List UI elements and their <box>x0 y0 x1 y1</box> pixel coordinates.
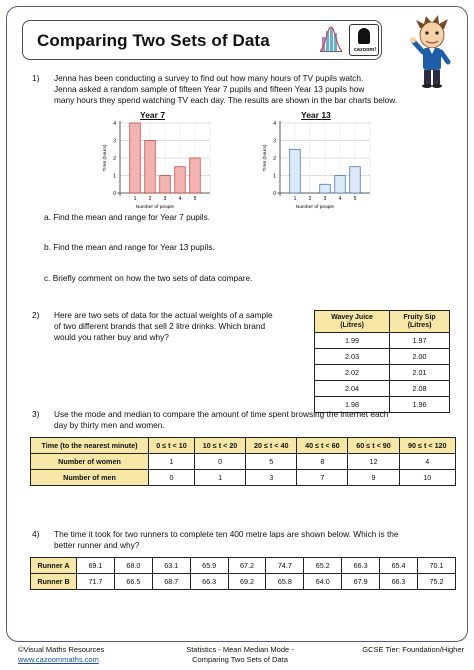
y-tick-label: 3 <box>273 138 276 145</box>
x-tick-label: 3 <box>323 196 327 202</box>
copyright-text: ©Visual Maths Resources <box>18 645 105 654</box>
internet-time-table <box>30 437 456 486</box>
x-tick-label: 1 <box>133 196 137 202</box>
question-1-text: Jenna has been conducting a survey to find out how many hours of TV pupils watch. Jenna asked a random sample of fifteen Year 7 pupils and fifteen Year 13 pupils how many hours they spend watching TV each day. The results are shown in the bar charts below. <box>54 73 398 106</box>
x-axis-label: Number of people <box>135 205 175 209</box>
bar <box>175 167 186 193</box>
title-banner <box>22 20 382 60</box>
question-4-text: The time it took for two runners to complete ten 400 metre laps are shown below. Which is the better runner and why? <box>54 529 399 551</box>
bar <box>160 176 171 194</box>
y-tick-label: 4 <box>113 121 116 127</box>
footer-left <box>18 645 104 665</box>
question-3-text: Use the mode and median to compare the amount of time spent browsing the internet each day by thirty men and women. <box>54 409 389 431</box>
question-1c: c. Briefly comment on how the two sets of data compare. <box>44 273 253 283</box>
footer-right: GCSE Tier: Foundation/Higher <box>362 645 464 654</box>
year13-bar-chart <box>240 117 380 209</box>
runner-times-table <box>30 557 456 590</box>
year7-bar-chart <box>80 117 220 209</box>
question-4-number: 4) <box>32 529 40 539</box>
y-tick-label: 1 <box>273 173 276 180</box>
question-1-number: 1) <box>32 73 40 83</box>
y-axis-label: Time (hours) <box>103 144 108 172</box>
question-2-number: 2) <box>32 310 40 320</box>
table-row: 2.03 2.00 <box>315 349 450 365</box>
y-tick-label: 2 <box>113 156 116 162</box>
x-tick-label: 4 <box>178 196 182 202</box>
x-tick-label: 5 <box>193 196 197 202</box>
cazoom-logo: cazoom! <box>349 24 379 56</box>
question-1b: b. Find the mean and range for Year 13 pupils. <box>44 242 215 252</box>
table-row: 2.04 2.08 <box>315 381 450 397</box>
chart-year7-title: Year 7 <box>140 110 166 120</box>
table-header-row: Time (to the nearest minute) 0 ≤ t < 10 10 ≤ t < 20 20 ≤ t < 40 40 ≤ t < 60 60 ≤ t < 90 90 ≤ t < 120 <box>31 438 456 454</box>
website-link[interactable]: www.cazoommaths.com <box>18 655 99 664</box>
x-axis-label: Number of people <box>295 205 335 209</box>
wavey-juice-header: Wavey Juice (Litres) <box>315 311 390 333</box>
page-title: Comparing Two Sets of Data <box>37 31 270 50</box>
table-row: Number of men 0 1 3 7 9 10 <box>31 470 456 486</box>
footer-middle: Statistics - Mean Median Mode - Comparing Two Sets of Data <box>186 645 294 664</box>
distribution-curve-icon <box>319 25 343 55</box>
x-tick-label: 3 <box>163 196 167 202</box>
bar <box>145 141 156 194</box>
bar <box>290 149 301 193</box>
y-tick-label: 0 <box>273 191 276 197</box>
x-tick-label: 1 <box>293 196 297 202</box>
y-tick-label: 0 <box>113 191 116 197</box>
question-3-number: 3) <box>32 409 40 419</box>
x-tick-label: 5 <box>353 196 357 202</box>
bar <box>335 176 346 194</box>
question-2-text: Here are two sets of data for the actual weights of a sample of two different brands that sell 2 litre drinks. Which brand would you rather buy and why? <box>54 310 273 343</box>
drinks-weights-table <box>314 310 450 413</box>
table-row: 1.99 1.97 <box>315 333 450 349</box>
table-row: 2.02 2.01 <box>315 365 450 381</box>
table-row: Number of women 1 0 5 8 12 4 <box>31 454 456 470</box>
chart-year13-title: Year 13 <box>301 110 331 120</box>
table-row: 1.98 1.96 <box>315 397 450 413</box>
y-axis-label: Time (hours) <box>263 144 268 172</box>
bar <box>130 123 141 193</box>
y-tick-label: 2 <box>273 156 276 162</box>
x-tick-label: 2 <box>308 196 312 202</box>
y-tick-label: 3 <box>113 138 116 145</box>
bar <box>320 184 331 193</box>
bar <box>350 167 361 193</box>
y-tick-label: 4 <box>273 121 276 127</box>
table-row: Runner B 71.7 66.5 68.7 66.3 69.2 65.8 64.0 67.9 66.3 75.2 <box>31 574 456 590</box>
table-row: Runner A 69.1 68.0 63.1 65.9 67.2 74.7 65.2 66.3 65.4 70.1 <box>31 558 456 574</box>
y-tick-label: 1 <box>113 173 116 180</box>
question-1a: a. Find the mean and range for Year 7 pupils. <box>44 212 211 222</box>
x-tick-label: 2 <box>148 196 152 202</box>
bar <box>190 158 201 193</box>
fruity-sip-header: Fruity Sip (Litres) <box>390 311 450 333</box>
x-tick-label: 4 <box>338 196 342 202</box>
